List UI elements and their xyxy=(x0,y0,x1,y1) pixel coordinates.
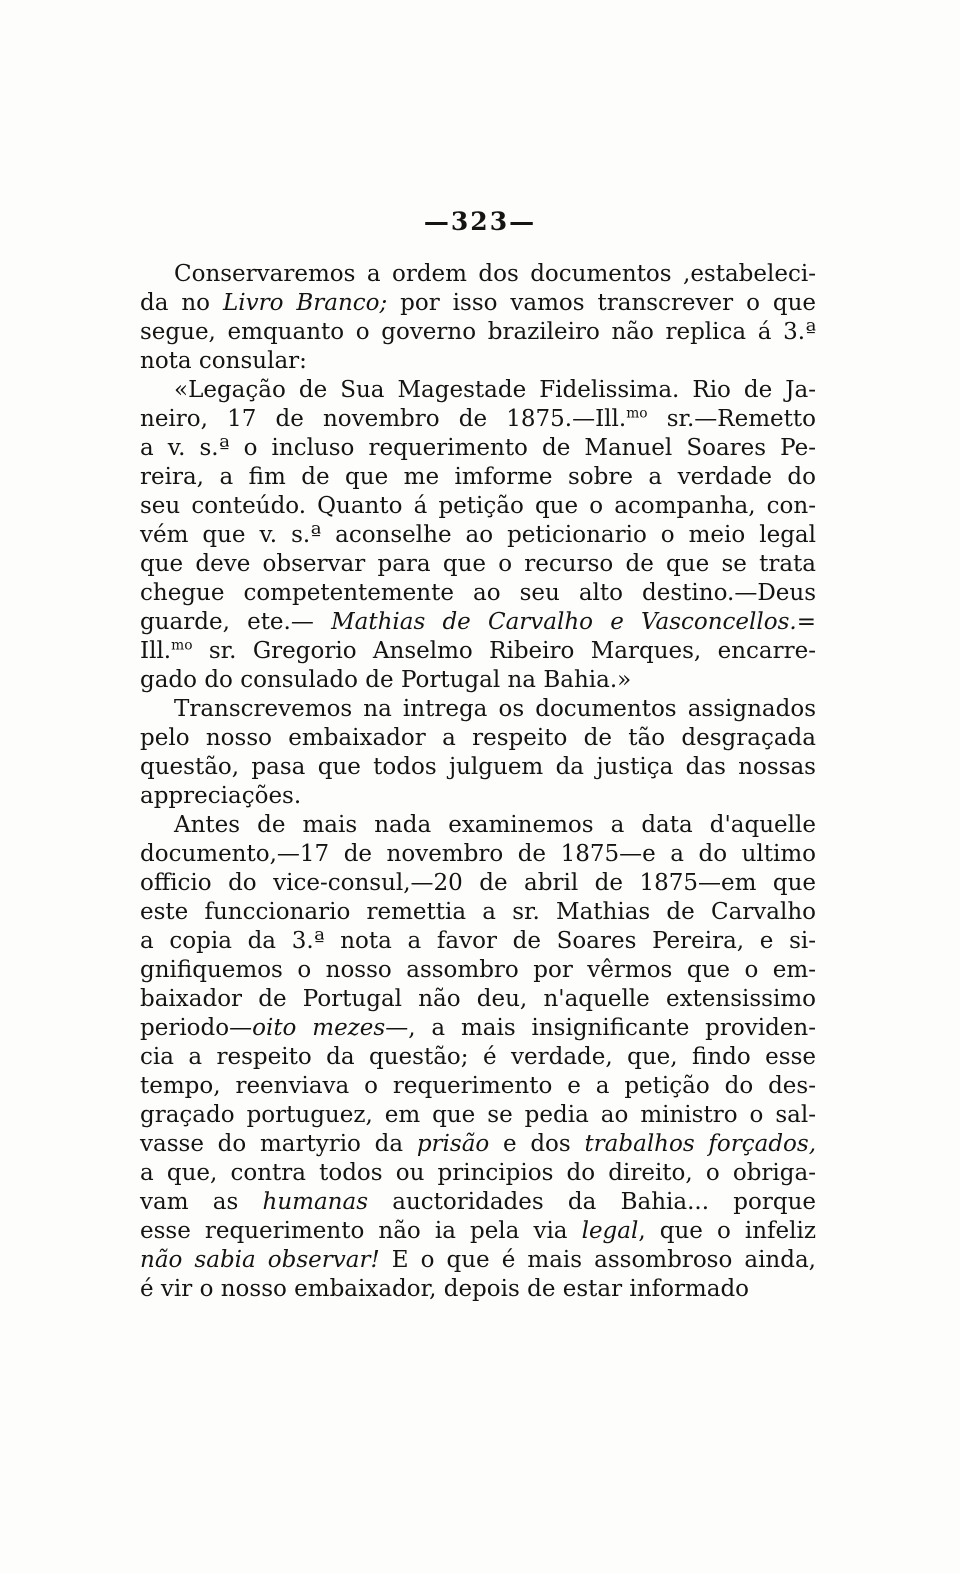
text-line xyxy=(140,1246,816,1275)
text-segment: Transcrevemos na intrega os documentos assignados xyxy=(174,696,816,722)
text-segment: Conservaremos a ordem dos documentos ,estabeleci- xyxy=(174,261,816,287)
text-segment: , que o infeliz xyxy=(638,1218,816,1244)
text-line xyxy=(140,956,816,985)
text-segment: sr.—Remetto xyxy=(647,406,816,432)
text-line xyxy=(140,1043,816,1072)
text-line xyxy=(140,521,816,550)
text-segment: —, a mais insignificante providen- xyxy=(385,1015,816,1041)
text-segment: baixador de Portugal não deu, n'aquelle extensissimo xyxy=(140,986,816,1012)
paragraph xyxy=(140,811,816,1304)
text-segment: seu conteúdo. Quanto á petição que o acompanha, con- xyxy=(140,493,816,519)
text-line xyxy=(140,1101,816,1130)
text-segment: auctoridades da Bahia... porque xyxy=(368,1189,816,1215)
text-segment: vém que v. s.ª aconselhe ao peticionario o meio legal xyxy=(140,522,816,548)
superscript-text: mo xyxy=(171,637,193,654)
text-line xyxy=(140,289,816,318)
text-segment: documento,—17 de novembro de 1875—e a do ultimo xyxy=(140,841,816,867)
text-line xyxy=(140,376,816,405)
paragraph xyxy=(140,376,816,695)
text-line xyxy=(140,1072,816,1101)
text-segment: Antes de mais nada examinemos a data d'aquelle xyxy=(174,812,816,838)
text-segment: periodo— xyxy=(140,1015,253,1041)
text-segment: nota consular: xyxy=(140,348,307,374)
text-segment: neiro, 17 de novembro de 1875.—Ill. xyxy=(140,406,627,432)
text-line xyxy=(140,1130,816,1159)
text-line xyxy=(140,608,816,637)
text-line xyxy=(140,1275,816,1304)
italic-text: não sabia observar! xyxy=(140,1247,380,1273)
text-line xyxy=(140,811,816,840)
text-segment: graçado portuguez, em que se pedia ao ministro o sal- xyxy=(140,1102,816,1128)
text-line xyxy=(140,1188,816,1217)
paragraph xyxy=(140,695,816,811)
text-segment: = xyxy=(796,609,816,635)
text-segment: tempo, reenviava o requerimento e a petição do des- xyxy=(140,1073,816,1099)
text-line xyxy=(140,1159,816,1188)
text-line xyxy=(140,405,816,434)
text-line xyxy=(140,492,816,521)
text-segment: «Legação de Sua Magestade Fidelissima. Rio de Ja- xyxy=(174,377,816,403)
text-line xyxy=(140,724,816,753)
text-segment: appreciações. xyxy=(140,783,302,809)
text-segment: e dos xyxy=(489,1131,585,1157)
text-segment: chegue competentemente ao seu alto destino.—Deus xyxy=(140,580,816,606)
text-line xyxy=(140,782,816,811)
italic-text: prisão xyxy=(416,1131,490,1157)
text-line xyxy=(140,753,816,782)
text-line xyxy=(140,434,816,463)
text-line xyxy=(140,1217,816,1246)
text-line xyxy=(140,463,816,492)
italic-text: Mathias de Carvalho e Vasconcellos. xyxy=(331,609,797,635)
text-line xyxy=(140,695,816,724)
text-segment: é vir o nosso embaixador, depois de estar informado xyxy=(140,1276,750,1302)
text-line xyxy=(140,318,816,347)
text-segment: vasse do martyrio da xyxy=(140,1131,417,1157)
text-segment: reira, a fim de que me imforme sobre a verdade do xyxy=(140,464,816,490)
text-line xyxy=(140,869,816,898)
text-segment: Ill. xyxy=(140,638,172,664)
text-segment: cia a respeito da questão; é verdade, que, findo esse xyxy=(140,1044,816,1070)
text-line xyxy=(140,985,816,1014)
text-segment: a v. s.ª o incluso requerimento de Manuel Soares Pe- xyxy=(140,435,816,461)
text-line xyxy=(140,347,816,376)
text-segment: da no xyxy=(140,290,223,316)
text-segment: segue, emquanto o governo brazileiro não replica á 3.ª xyxy=(140,319,816,345)
text-segment: a copia da 3.ª nota a favor de Soares Pereira, e si- xyxy=(140,928,816,954)
text-line xyxy=(140,550,816,579)
italic-text: legal xyxy=(581,1218,639,1244)
text-segment: guarde, ete.— xyxy=(140,609,332,635)
text-segment: gado do consulado de Portugal na Bahia.» xyxy=(140,667,632,693)
text-line xyxy=(140,579,816,608)
text-line xyxy=(140,260,816,289)
italic-text: trabalhos forçados, xyxy=(584,1131,817,1157)
superscript-text: mo xyxy=(626,405,648,422)
paragraph xyxy=(140,260,816,376)
text-segment: por isso vamos transcrever o que xyxy=(387,290,816,316)
text-line xyxy=(140,927,816,956)
text-segment: a que, contra todos ou principios do direito, o obriga- xyxy=(140,1160,816,1186)
text-segment: sr. Gregorio Anselmo Ribeiro Marques, encarre- xyxy=(192,638,816,664)
text-segment: E o que é mais assombroso ainda, xyxy=(379,1247,816,1273)
text-block xyxy=(140,260,816,1304)
italic-text: Livro Branco; xyxy=(222,290,388,316)
text-segment: vam as xyxy=(140,1189,263,1215)
text-segment: questão, pasa que todos julguem da justiça das nossas xyxy=(140,754,816,780)
text-segment: esse requerimento não ia pela via xyxy=(140,1218,582,1244)
italic-text: oito mezes xyxy=(252,1015,386,1041)
text-segment: este funccionario remettia a sr. Mathias de Carvalho xyxy=(140,899,816,925)
italic-text: humanas xyxy=(262,1189,369,1215)
text-line xyxy=(140,666,816,695)
text-segment: officio do vice-consul,—20 de abril de 1875—em que xyxy=(140,870,816,896)
text-segment: gnifiquemos o nosso assombro por vêrmos que o em- xyxy=(140,957,816,983)
text-segment: que deve observar para que o recurso de que se trata xyxy=(140,551,816,577)
page-number: —323— xyxy=(423,207,537,236)
text-line xyxy=(140,1014,816,1043)
text-line xyxy=(140,840,816,869)
text-line xyxy=(140,637,816,666)
text-line xyxy=(140,898,816,927)
text-segment: pelo nosso embaixador a respeito de tão desgraçada xyxy=(140,725,816,751)
